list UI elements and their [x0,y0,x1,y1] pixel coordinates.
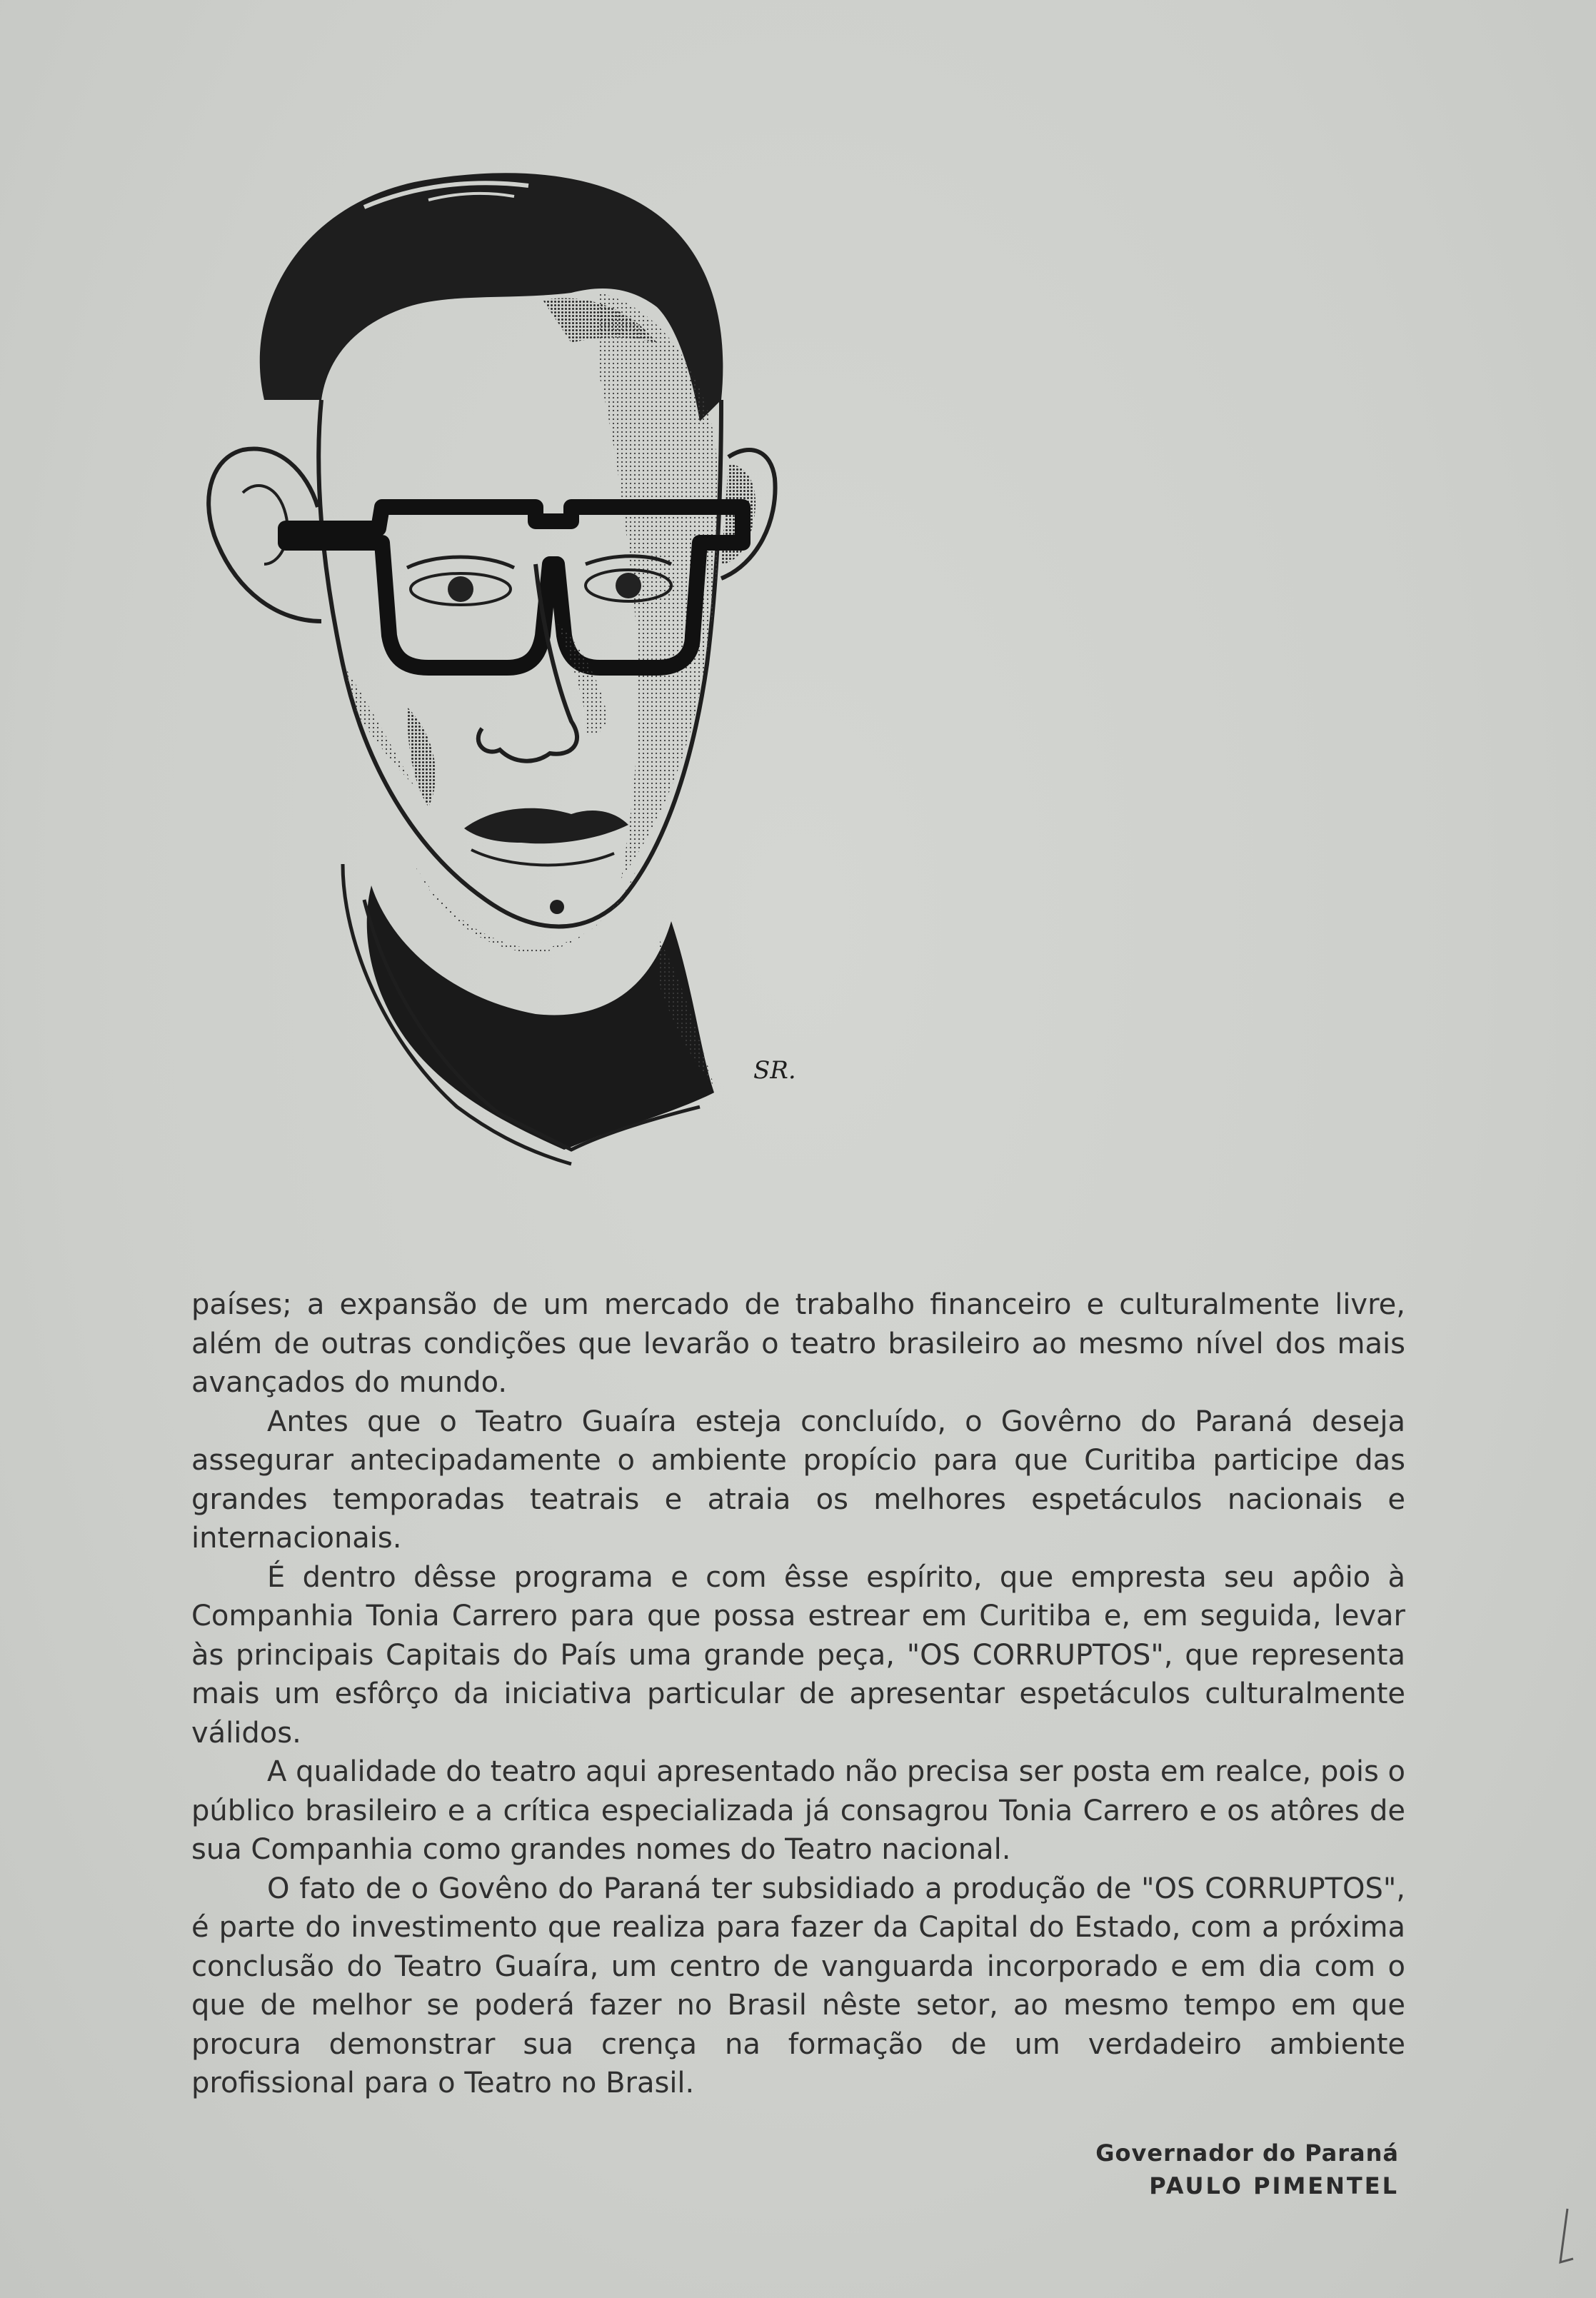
body-text [191,1285,1405,2103]
signature-name: PAULO PIMENTEL [1149,2172,1399,2199]
signature-block [1095,2137,1399,2202]
paragraph-1: países; a expansão de um mercado de trabalho financeiro e culturalmente livre, além de outras condições que levarão o teatro brasileiro ao mesmo nível dos mais avançados do mundo. [191,1288,1405,1399]
paragraph-3: É dentro dêsse programa e com êsse espírito, que empresta seu apôio à Companhia Tonia Carrero para que possa estrear em Curitiba e, em seguida, levar às principais Capitais do País uma grande peça, "OS CORRUPTOS", que representa mais um esfôrço da iniciativa particular de apresentar espetáculos culturalmente válidos. [191,1560,1405,1750]
mouth [464,808,628,843]
corner-pencil-mark [1553,2205,1575,2269]
portrait-illustration [200,164,871,1221]
paragraph-2: Antes que o Teatro Guaíra esteja concluído, o Govêrno do Paraná deseja assegurar antecipadamente o ambiente propício para que Curitiba participe das grandes temporadas teatrais e atraia os melhores espetáculos nacionais e internacionais. [191,1405,1405,1555]
paragraph-4: A qualidade do teatro aqui apresentado não precisa ser posta em realce, pois o público brasileiro e a crítica especializada já consagrou Tonia Carrero e os atôres de sua Companhia como grandes nomes do Teatro nacional. [191,1755,1405,1866]
artist-initials: SR. [753,1056,796,1085]
paragraph-5: O fato de o Govêno do Paraná ter subsidiado a produção de "OS CORRUPTOS", é parte do investimento que realiza para fazer da Capital do Estado, com a próxima conclusão do Teatro Guaíra, um centro de vanguarda incorporado e em dia com o que de melhor se poderá fazer no Brasil nêste setor, ao mesmo tempo em que procura demonstrar sua crença na formação de um verdadeiro ambiente profissional para o Teatro no Brasil. [191,1872,1405,2099]
signature-title: Governador do Paraná [1095,2139,1399,2167]
